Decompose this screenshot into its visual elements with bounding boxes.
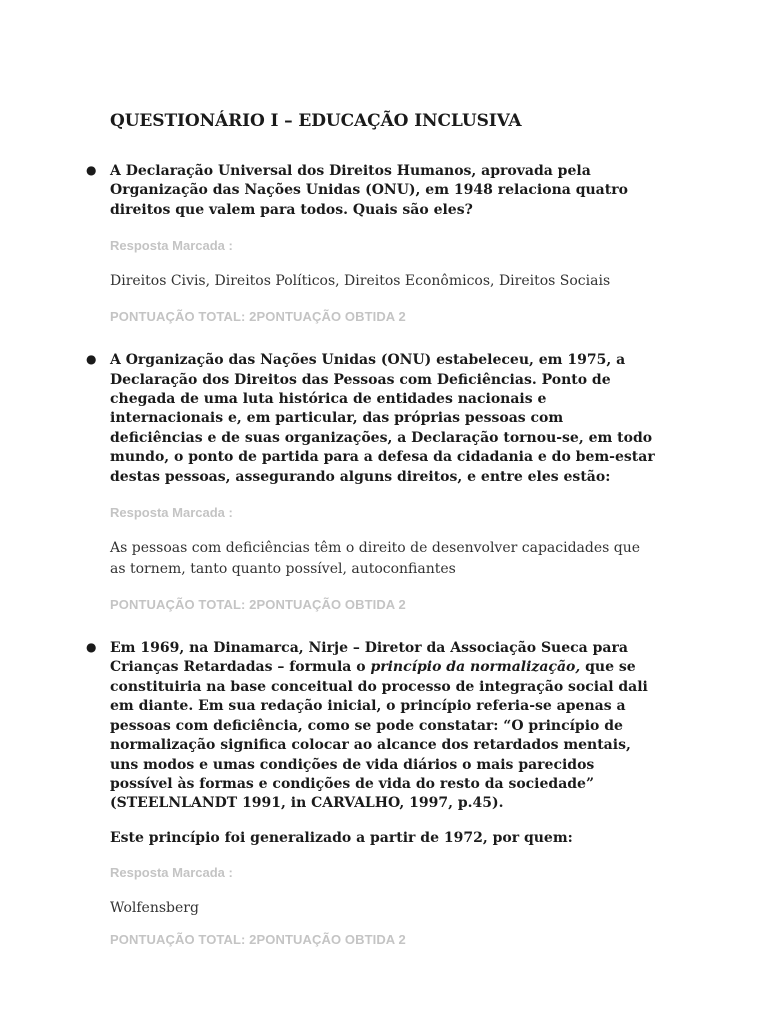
bullet-icon: ● <box>86 352 97 367</box>
document-title: QUESTIONÁRIO I – EDUCAÇÃO INCLUSIVA <box>110 111 522 131</box>
score-line: PONTUAÇÃO TOTAL: 2PONTUAÇÃO OBTIDA 2 <box>110 931 406 947</box>
question-block-1 <box>86 162 658 326</box>
question-text <box>86 162 658 220</box>
answer-label: Resposta Marcada : <box>110 238 233 254</box>
answer-label: Resposta Marcada : <box>110 864 233 880</box>
sub-question: Este princípio foi generalizado a partir de 1972, por quem: <box>110 829 573 846</box>
question-body: A Declaração Universal dos Direitos Humanos, aprovada pela Organização das Nações Unidas (ONU), em 1948 relaciona quatro direitos que valem para todos. Quais são eles? <box>110 163 628 218</box>
question-text <box>86 351 658 487</box>
question-block-3 <box>86 639 658 949</box>
score-line: PONTUAÇÃO TOTAL: 2PONTUAÇÃO OBTIDA 2 <box>110 309 406 325</box>
marked-answer: As pessoas com deficiências têm o direito de desenvolver capacidades que as tornem, tanto quanto possível, autoconfiantes <box>110 540 641 578</box>
bullet-icon: ● <box>86 640 97 655</box>
question-text <box>86 639 658 814</box>
document-page <box>86 108 658 949</box>
marked-answer: Wolfensberg <box>110 899 199 916</box>
answer-label: Resposta Marcada : <box>110 505 233 521</box>
question-emphasis: princípio da normalização, <box>370 659 581 676</box>
bullet-icon: ● <box>86 163 97 177</box>
question-body: A Organização das Nações Unidas (ONU) estabeleceu, em 1975, a Declaração dos Direitos das Pessoas com Deficiências. Ponto de chegada de uma luta histórica de entidades nacionais e internacionais e, em particular, das próprias pessoas com deficiências e de suas organizações, a Declaração tornou-se, em todo mundo, o ponto de partida para a defesa da cidadania e do bem-estar destas pessoas, assegurando alguns direitos, e entre eles estão: <box>110 352 655 485</box>
question-body-end: que se constituiria na base conceitual do processo de integração social dali em diante. Em sua redação inicial, o princípio referia-se apenas a pessoas com deficiência, como se pode constatar: “O princípio de normalização significa colocar ao alcance dos retardados mentais, uns modos e umas condições de vida diários o mais parecidos possível às formas e condições de vida do resto da sociedade” (STEELNLANDT 1991, in CARVALHO, 1997, p.45). <box>110 659 648 812</box>
question-body-start: Em 1969, na Dinamarca, Nirje – Diretor da Associação Sueca para Crianças Retardadas – formula o <box>110 640 628 676</box>
question-block-2 <box>86 351 658 614</box>
score-line: PONTUAÇÃO TOTAL: 2PONTUAÇÃO OBTIDA 2 <box>110 597 406 613</box>
marked-answer: Direitos Civis, Direitos Políticos, Direitos Econômicos, Direitos Sociais <box>110 273 611 290</box>
